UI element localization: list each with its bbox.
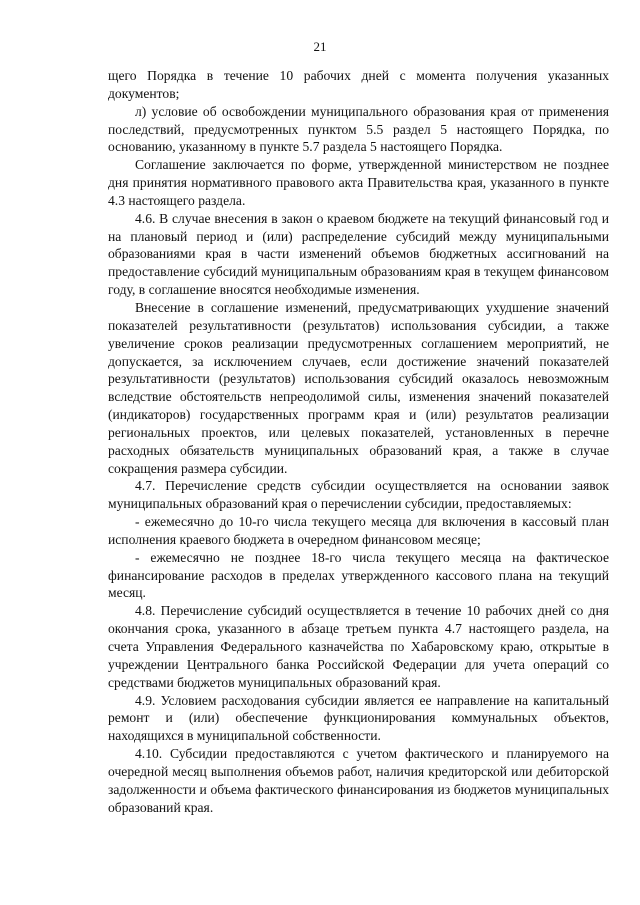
paragraph-4-8: 4.8. Перечисление субсидий осуществляется в течение 10 рабочих дней со дня окончания срока, указанного в абзаце третьем пункта 4.7 настоящего раздела, на счета Управления Федерального казначейства по Хабаровскому краю, открытые в учреждении Центрального банка Российской Федерации для учета операций со средствами бюджетов муниципальных образований края.: [108, 603, 609, 690]
paragraph-4-7-item-1: - ежемесячно до 10-го числа текущего месяца для включения в кассовый план исполнения краевого бюджета в очередном финансовом месяце;: [108, 514, 609, 547]
paragraph-4-10: 4.10. Субсидии предоставляются с учетом фактического и планируемого на очередной месяц выполнения объемов работ, наличия кредиторской или дебиторской задолженности и объема фактического финансирования из бюджетов муниципальных образований края.: [108, 746, 609, 815]
paragraph-4-7-item-2: - ежемесячно не позднее 18-го числа текущего месяца на фактическое финансирование расходов в пределах утвержденного кассового плана на текущий месяц.: [108, 549, 609, 601]
page-number: 21: [313, 39, 327, 54]
paragraph-item-l: л) условие об освобождении муниципального образования края от применения последствий, предусмотренных пунктом 5.5 раздел 5 настоящего Порядка, по основанию, указанному в пункте 5.7 раздела 5 настоящего Порядка.: [108, 103, 609, 155]
paragraph-continuation: щего Порядка в течение 10 рабочих дней с момента получения указанных документов;: [108, 68, 609, 101]
paragraph-agreement-form: Соглашение заключается по форме, утвержденной министерством не позднее дня принятия нормативного правового акта Правительства края, указанного в пункте 4.3 настоящего раздела.: [108, 157, 609, 208]
paragraph-4-6: 4.6. В случае внесения в закон о краевом бюджете на текущий финансовый год и на плановый период и (или) распределение субсидий между муниципальными образованиями края в части изменений объемов бюджетных ассигнований на предоставление субсидий муниципальным образованиям края в текущем финансовом году, в соглашение вносятся необходимые изменения.: [108, 210, 609, 298]
document-body: [108, 67, 609, 816]
paragraph-4-7: 4.7. Перечисление средств субсидии осуществляется на основании заявок муниципальных образований края о перечислении субсидии, предоставляемых:: [108, 478, 609, 512]
paragraph-4-9: 4.9. Условием расходования субсидии является ее направление на капитальный ремонт и (или) обеспечение функционирования коммунальных объектов, находящихся в муниципальной собственности.: [108, 692, 609, 744]
paragraph-agreement-changes: Внесение в соглашение изменений, предусматривающих ухудшение значений показателей результативности (результатов) использования субсидии, а также увеличение сроков реализации предусмотренных соглашением мероприятий, не допускается, за исключением случаев, если достижение значений показателей результативности (результатов) использования субсидий оказалось невозможным вследствие обстоятельств непреодолимой силы, изменения значений показателей (индикаторов) государственных программ края и (или) результатов реализации региональных проектов, или целевых показателей, установленных в перечне расходных обязательств муниципальных образований края, а также в случае сокращения размера субсидии.: [108, 299, 609, 476]
